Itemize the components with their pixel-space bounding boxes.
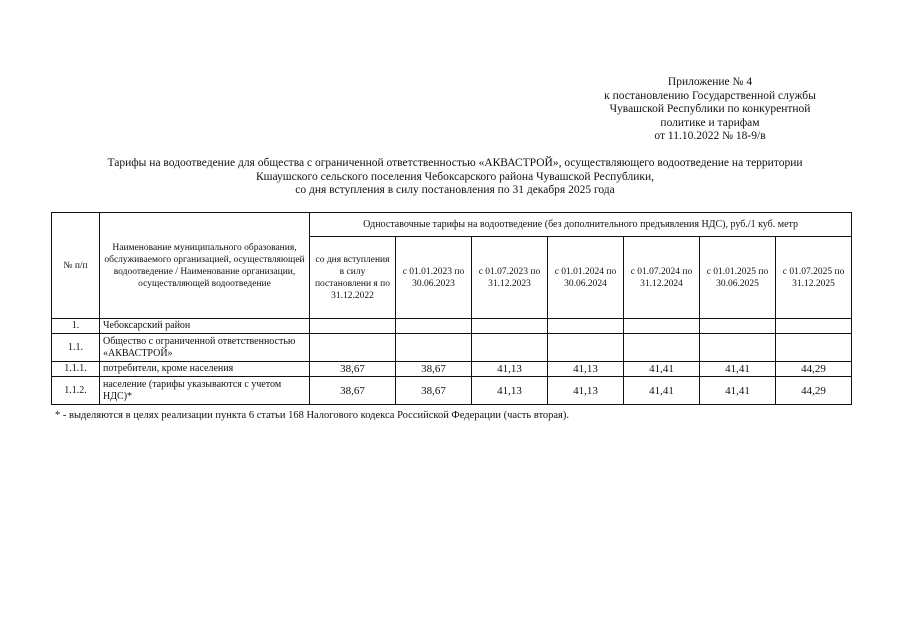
column-header-name: Наименование муниципального образования, обслуживаемого организацией, осуществляющей водоотведение / Наименование организации, осуществляющей водоотведение [100,213,310,319]
tariff-cell [700,334,776,362]
tariff-cell: 41,41 [624,362,700,377]
column-group-header: Одноставочные тарифы на водоотведение (без дополнительного предъявления НДС), руб./1 куб. метр [310,213,852,237]
tariff-cell: 41,41 [700,362,776,377]
appendix-header [560,76,860,144]
tariff-cell: 44,29 [776,362,852,377]
table-row [52,319,852,334]
tariff-cell [396,319,472,334]
table-header-row [52,213,852,237]
tariff-cell: 38,67 [396,377,472,405]
tariff-cell: 38,67 [396,362,472,377]
tariff-cell: 38,67 [310,362,396,377]
period-header: с 01.07.2025 по 31.12.2025 [776,237,852,319]
tariff-cell [396,334,472,362]
title-line: Кшаушского сельского поселения Чебоксарского района Чувашской Республики, [256,170,654,183]
title-line: Тарифы на водоотведение для общества с ограниченной ответственностью «АКВАСТРОЙ», осуществляющего водоотведение на территории [107,157,803,169]
row-name: потребители, кроме населения [100,362,310,377]
tariff-cell: 41,13 [548,377,624,405]
tariff-cell [548,334,624,362]
tariff-cell: 41,41 [700,377,776,405]
appendix-line: Приложение № 4 [667,76,753,88]
tariff-cell: 41,13 [472,362,548,377]
row-number: 1. [52,319,100,334]
tariff-cell [472,334,548,362]
table-row [52,377,852,405]
row-number: 1.1.2. [52,377,100,405]
row-name: Чебоксарский район [100,319,310,334]
period-header: со дня вступления в силу постановлени я по 31.12.2022 [310,237,396,319]
tariff-table [51,212,852,405]
column-header-number: № п/п [52,213,100,319]
tariff-cell [548,319,624,334]
tariff-cell [624,334,700,362]
row-name: Общество с ограниченной ответственностью «АКВАСТРОЙ» [100,334,310,362]
tariff-cell [310,334,396,362]
appendix-line: к постановлению Государственной службы [604,89,816,102]
tariff-cell: 44,29 [776,377,852,405]
period-header: с 01.07.2023 по 31.12.2023 [472,237,548,319]
row-number: 1.1. [52,334,100,362]
period-header: с 01.01.2025 по 30.06.2025 [700,237,776,319]
footnote: * - выделяются в целях реализации пункта 6 статьи 168 Налогового кодекса Российской Федерации (часть вторая). [55,410,570,421]
tariff-cell [624,319,700,334]
row-name: население (тарифы указываются с учетом НДС)* [100,377,310,405]
appendix-line: Чувашской Республики по конкурентной [609,103,811,115]
tariff-cell: 38,67 [310,377,396,405]
tariff-cell: 41,13 [548,362,624,377]
table-row [52,362,852,377]
tariff-cell [776,334,852,362]
tariff-cell: 41,41 [624,377,700,405]
tariff-cell [776,319,852,334]
appendix-line: от 11.10.2022 № 18-9/в [654,130,766,142]
table-row [52,334,852,362]
tariff-cell [700,319,776,334]
appendix-line: политике и тарифам [660,116,760,129]
title-line: со дня вступления в силу постановления по 31 декабря 2025 года [295,184,615,196]
row-number: 1.1.1. [52,362,100,377]
period-header: с 01.01.2023 по 30.06.2023 [396,237,472,319]
tariff-cell [472,319,548,334]
tariff-cell [310,319,396,334]
tariff-cell: 41,13 [472,377,548,405]
period-header: с 01.07.2024 по 31.12.2024 [624,237,700,319]
period-header: с 01.01.2024 по 30.06.2024 [548,237,624,319]
document-title [40,157,870,198]
